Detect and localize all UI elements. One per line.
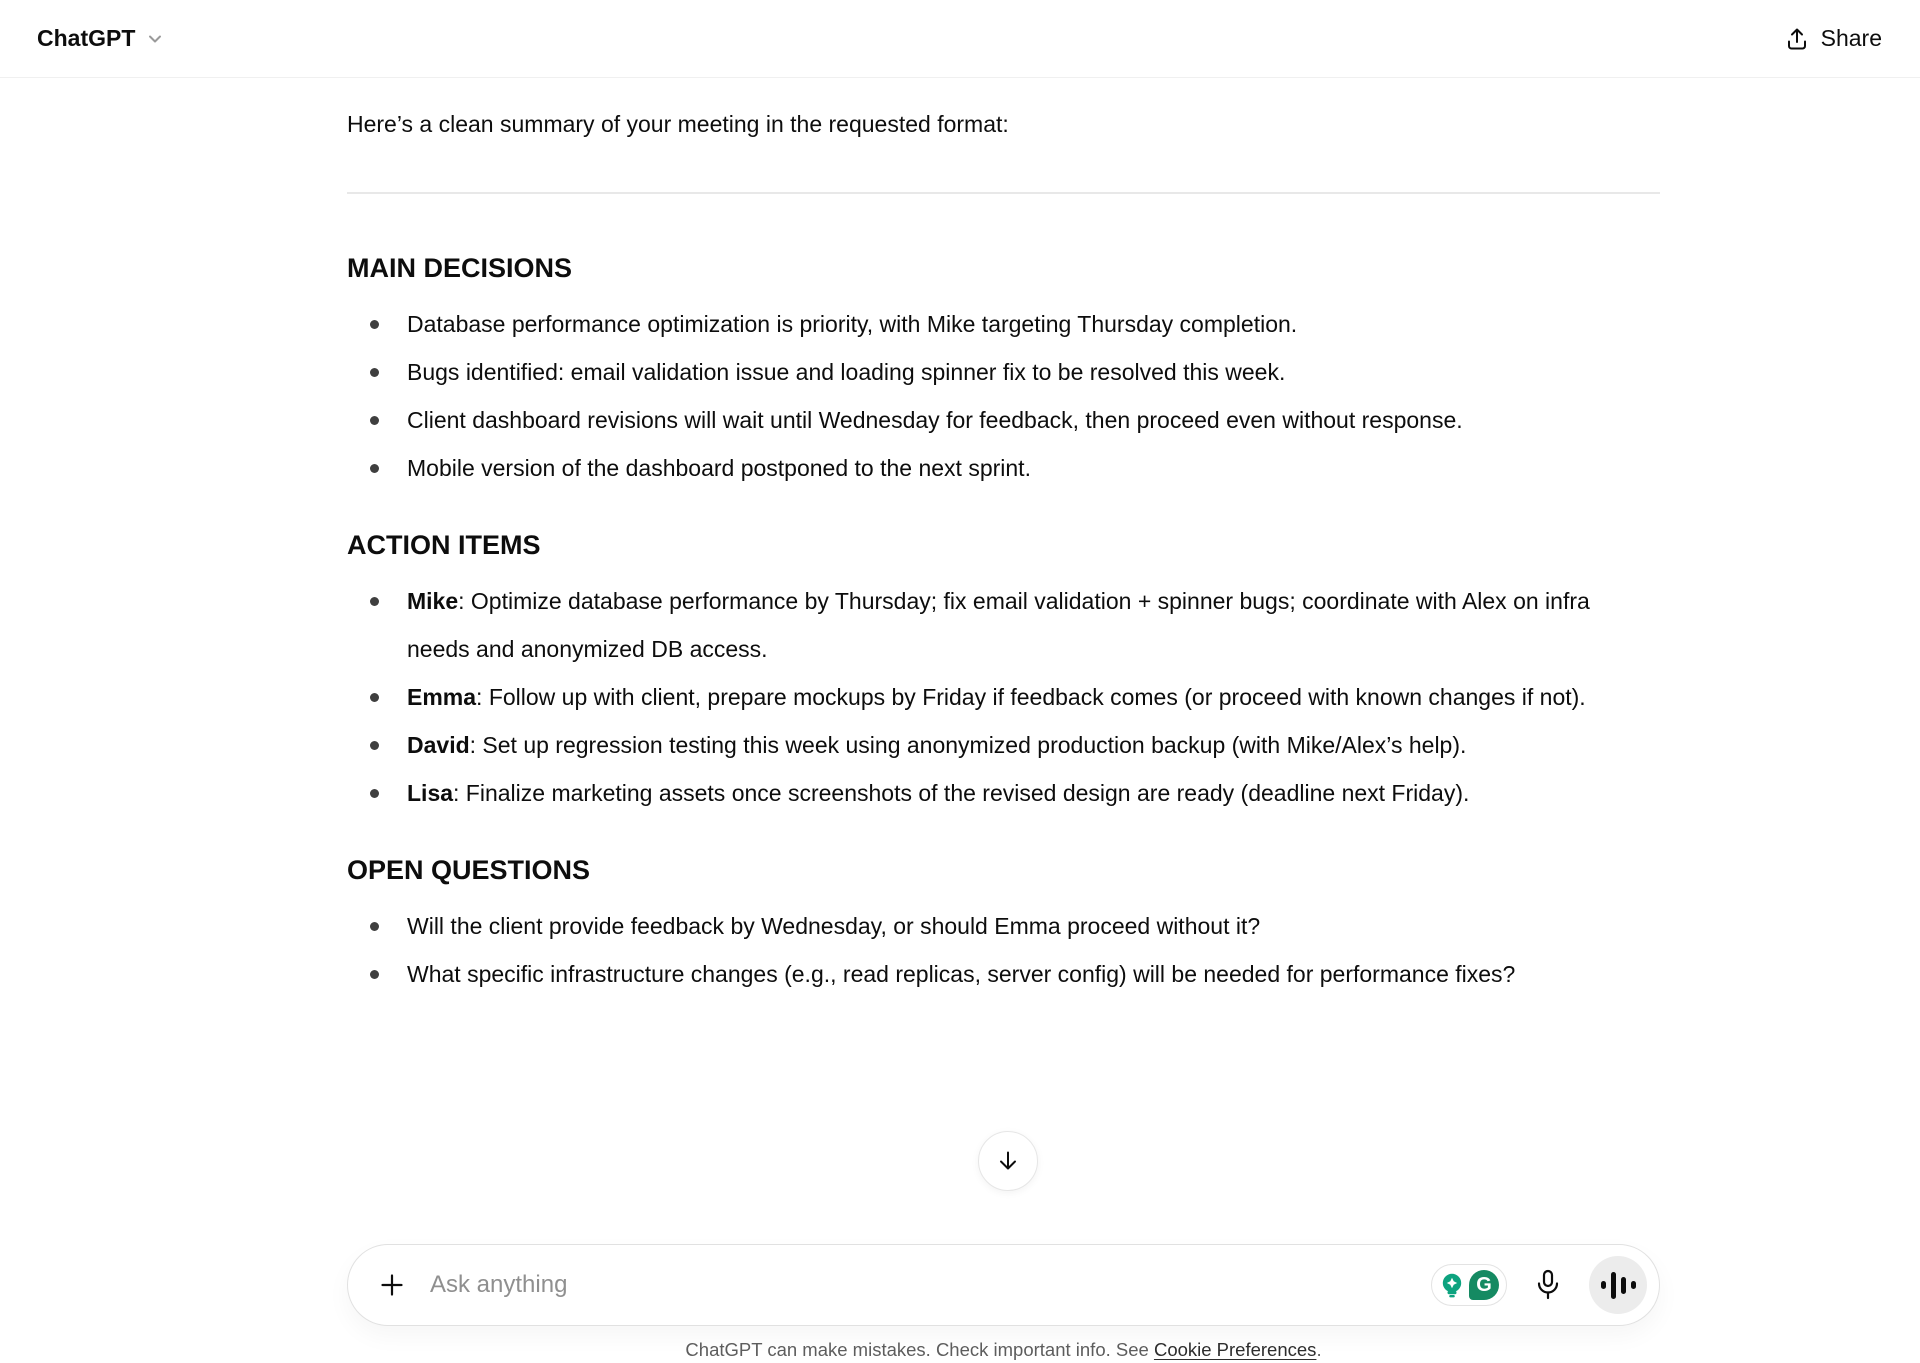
cookie-preferences-link[interactable]: Cookie Preferences [1153,1339,1317,1360]
attach-button[interactable] [378,1271,406,1299]
list-item [347,300,1590,348]
share-button[interactable] [1780,19,1886,58]
list-item [347,348,1590,396]
suggestion-bulb-icon [1438,1271,1466,1299]
arrow-down-icon [994,1147,1022,1175]
section-heading: OPEN QUESTIONS [347,855,591,885]
list-item-text: : Finalize marketing assets once screenshots of the revised design are ready (deadline next Friday). [453,780,1470,806]
list-item-text: : Set up regression testing this week using anonymized production backup (with Mike/Alex’s help). [469,732,1467,758]
section-list [347,902,1660,998]
list-item-owner: Lisa [407,780,454,806]
section-heading: MAIN DECISIONS [347,253,573,283]
list-item-text: Client dashboard revisions will wait until Wednesday for feedback, then proceed even without response. [407,407,1463,433]
composer[interactable] [347,1244,1660,1326]
list-item-text: Database performance optimization is priority, with Mike targeting Thursday completion. [407,311,1298,337]
list-item-text: : Optimize database performance by Thursday; fix email validation + spinner bugs; coordinate with Alex on infra needs and anonymized DB access. [407,588,1590,662]
list-item [347,396,1590,444]
list-item [347,721,1590,769]
chevron-down-icon [145,29,165,49]
list-item-owner: David [407,732,470,758]
list-item [347,769,1590,817]
list-item [347,444,1590,492]
list-item-text: : Follow up with client, prepare mockups by Friday if feedback comes (or proceed with known changes if not). [476,684,1586,710]
top-bar [0,0,1920,78]
app-title: ChatGPT [37,25,136,51]
dictate-button[interactable] [1534,1269,1562,1301]
list-item [347,950,1590,998]
disclaimer-text: ChatGPT can make mistakes. Check important info. See [685,1339,1154,1360]
scroll-to-bottom-button[interactable] [978,1131,1038,1191]
share-label: Share [1820,25,1882,51]
list-item [347,577,1590,673]
intro-text: Here’s a clean summary of your meeting in the requested format: [347,111,1009,137]
section-list [347,577,1660,817]
composer-input[interactable]: Ask anything [430,1271,568,1298]
disclaimer [347,1339,1660,1361]
list-item-text: Mobile version of the dashboard postponed to the next sprint. [407,455,1031,481]
divider [347,192,1660,194]
list-item-text: Will the client provide feedback by Wednesday, or should Emma proceed without it? [407,913,1261,939]
plus-icon [378,1271,406,1299]
list-item [347,902,1590,950]
disclaimer-period: . [1316,1339,1322,1360]
model-switcher[interactable] [37,25,165,52]
message-sections [347,251,1660,998]
voice-mode-button[interactable] [1589,1256,1647,1314]
voice-waveform-icon [1601,1272,1636,1299]
upload-icon [1784,26,1810,52]
list-item-text: Bugs identified: email validation issue and loading spinner fix to be resolved this week. [407,359,1286,385]
grammarly-logo-icon: G [1469,1270,1499,1300]
section-list [347,300,1660,492]
microphone-icon [1534,1269,1562,1301]
section-heading: ACTION ITEMS [347,530,541,560]
list-item-owner: Mike [407,588,459,614]
assistant-message [347,78,1660,998]
list-item [347,673,1590,721]
grammarly-extension-badge[interactable] [1431,1264,1507,1306]
list-item-text: What specific infrastructure changes (e.g., read replicas, server config) will be needed for performance fixes? [407,961,1516,987]
list-item-owner: Emma [407,684,477,710]
